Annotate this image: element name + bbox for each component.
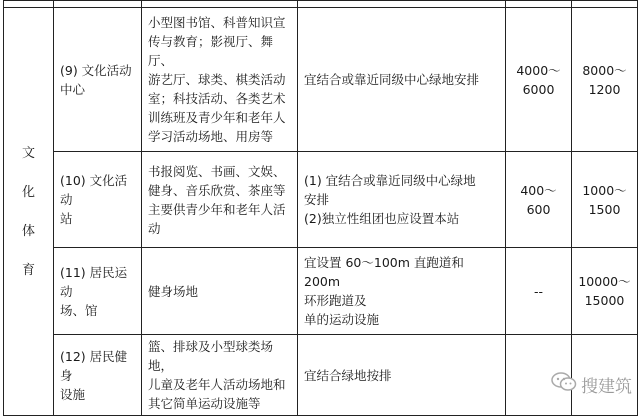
facility-requirement: (1) 宜结合或靠近同级中心绿地 安排 (2)独立性组团也应设置本站 bbox=[298, 152, 506, 248]
watermark bbox=[551, 371, 632, 398]
wechat-icon bbox=[551, 371, 577, 398]
building-area: -- bbox=[506, 248, 572, 335]
facility-name: (12) 居民健身 设施 bbox=[54, 335, 142, 416]
land-area: 1000～1500 bbox=[572, 152, 638, 248]
table-top-strip bbox=[4, 1, 638, 8]
land-area: 10000～ 15000 bbox=[572, 248, 638, 335]
facility-requirement: 宜结合或靠近同级中心绿地安排 bbox=[298, 8, 506, 152]
facility-name: (10) 文化活动 站 bbox=[54, 152, 142, 248]
building-area: 4000～ 6000 bbox=[506, 8, 572, 152]
table-row bbox=[4, 8, 638, 152]
category-cell bbox=[4, 8, 54, 416]
facility-content: 书报阅览、书画、文娱、 健身、音乐欣赏、茶座等 主要供青少年和老年人活 动 bbox=[142, 152, 298, 248]
facility-name: (9) 文化活动 中心 bbox=[54, 8, 142, 152]
facility-content: 健身场地 bbox=[142, 248, 298, 335]
facility-content: 篮、排球及小型球类场地， 儿童及老年人活动场地和 其它简单运动设施等 bbox=[142, 335, 298, 416]
table-row bbox=[4, 152, 638, 248]
table-row bbox=[4, 248, 638, 335]
facility-requirement: 宜结合绿地按排 bbox=[298, 335, 506, 416]
land-area: 8000～1200 bbox=[572, 8, 638, 152]
building-area: 400～600 bbox=[506, 152, 572, 248]
facility-name: (11) 居民运动 场、馆 bbox=[54, 248, 142, 335]
category-label: 文 化 体 育 bbox=[21, 145, 35, 278]
watermark-text: 搜建筑 bbox=[581, 377, 632, 397]
facility-requirement: 宜设置 60～100m 直跑道和 200m 环形跑道及 单的运动设施 bbox=[298, 248, 506, 335]
facility-table bbox=[3, 0, 638, 416]
table-row bbox=[4, 335, 638, 416]
facility-content: 小型图书馆、科普知识宣 传与教育；影视厅、舞厅、 游艺厅、球类、棋类活动 室；科技活动、各类艺术 训练班及青少年和老年人 学习活动场地、用房等 bbox=[142, 8, 298, 152]
